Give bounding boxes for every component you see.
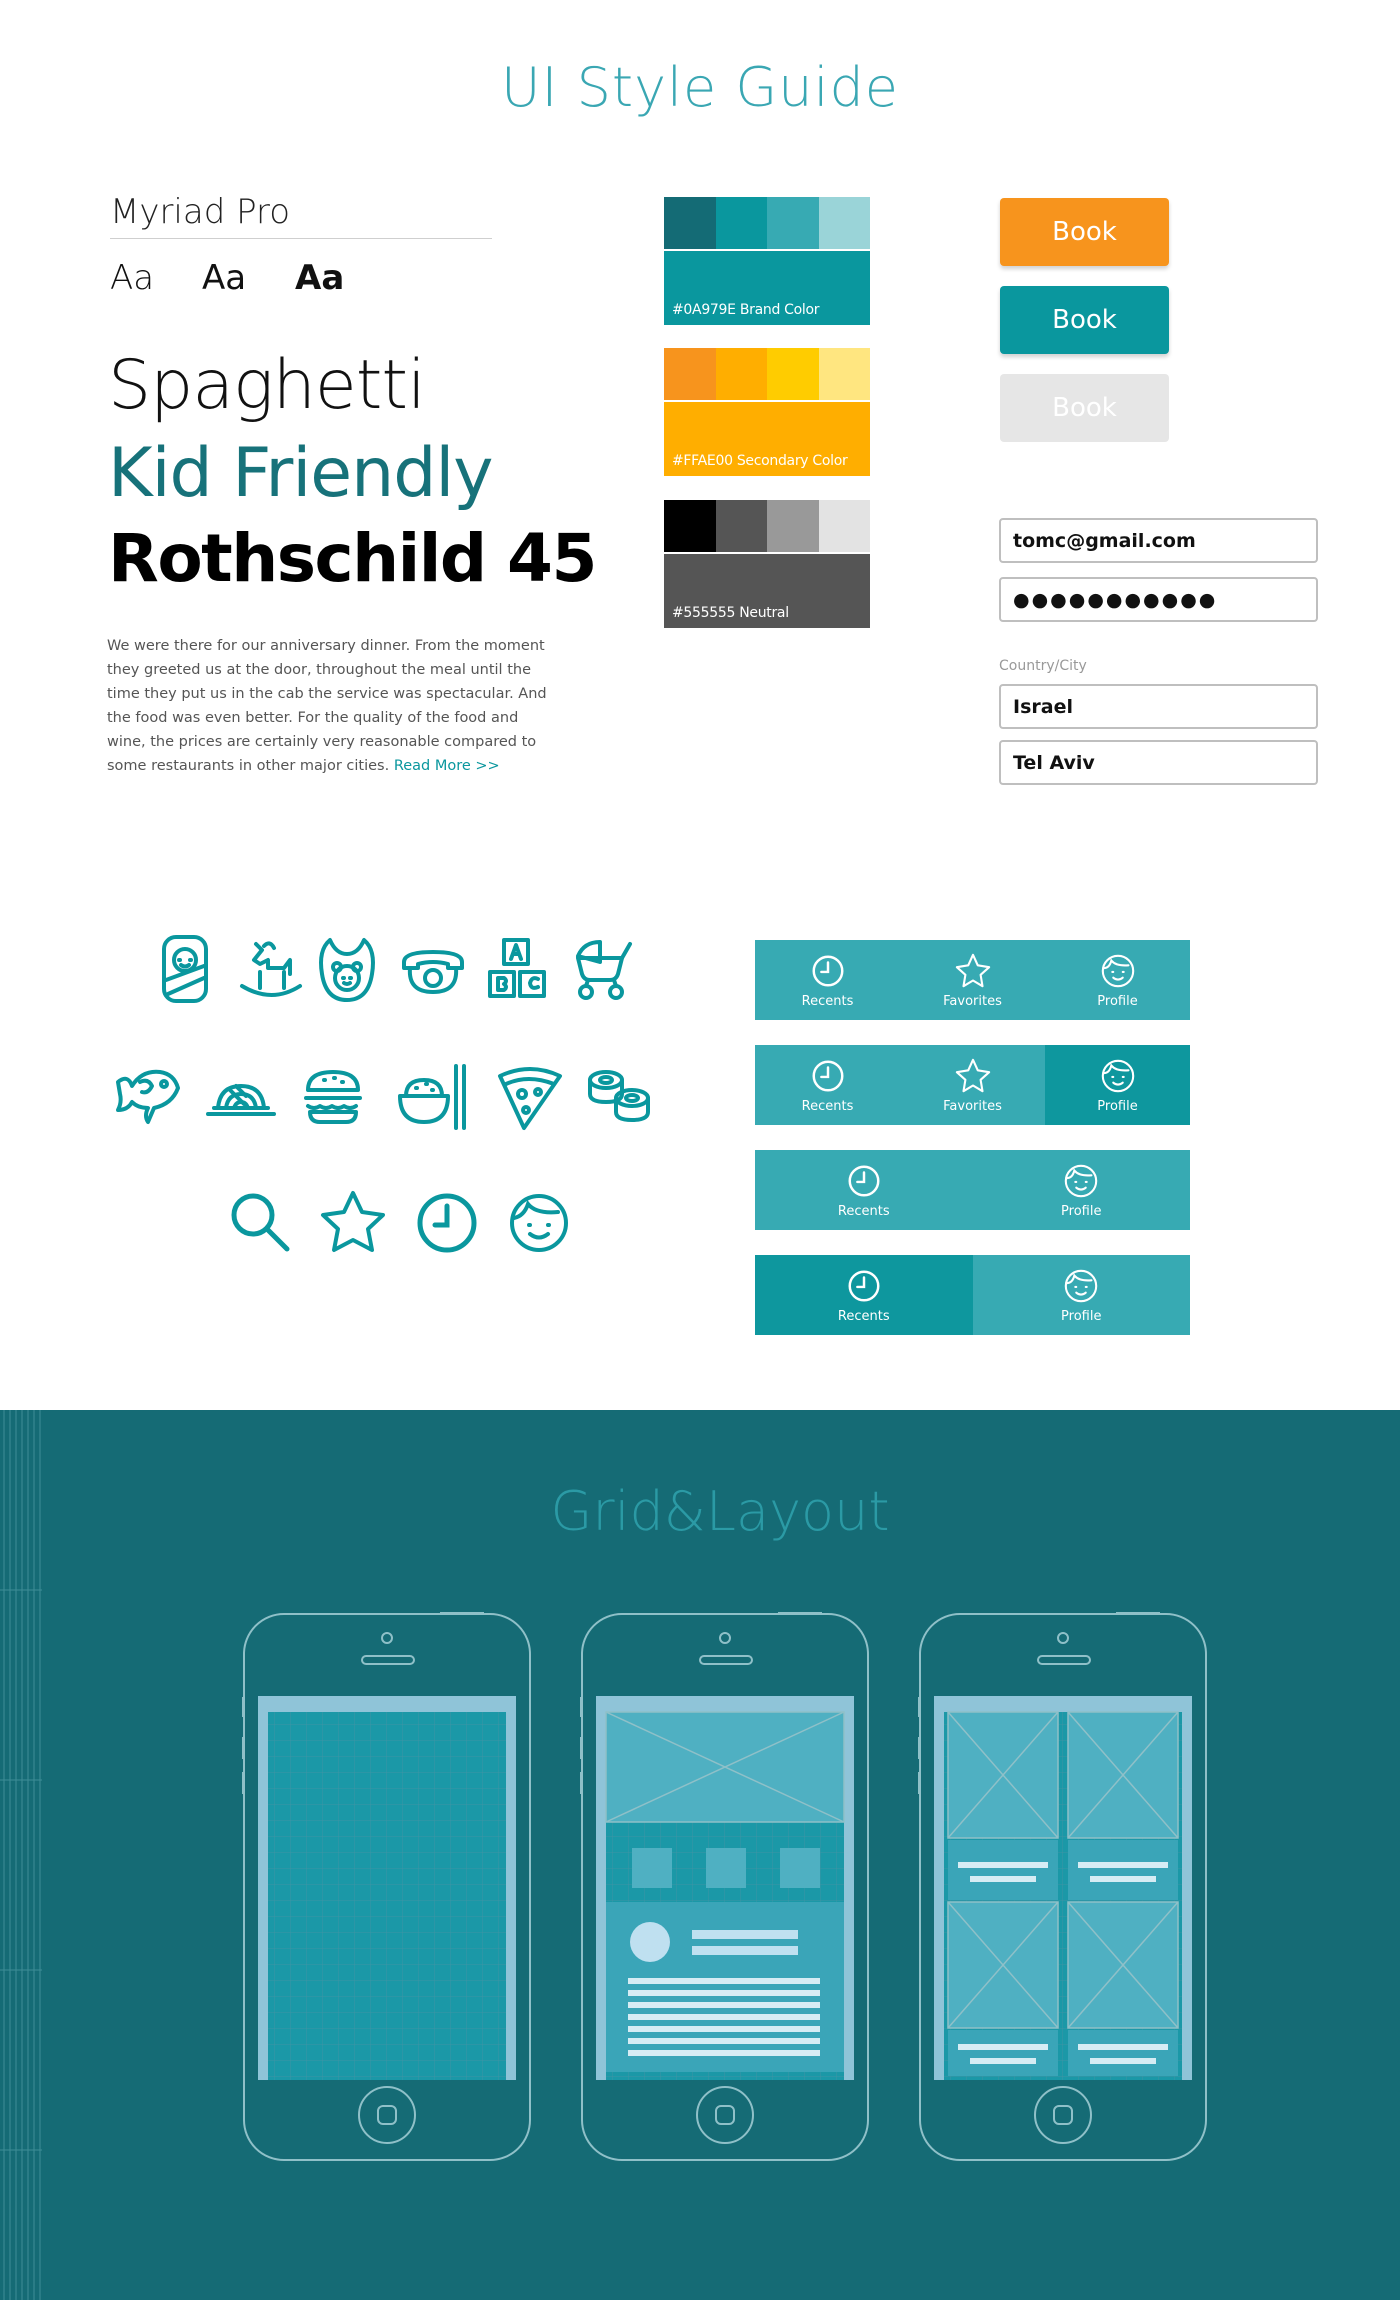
font-sample-bold: Aa xyxy=(295,258,345,298)
neutral-swatch-label: #555555 Neutral xyxy=(672,605,789,621)
city-field[interactable] xyxy=(999,740,1318,785)
tabbar-two-recents-active xyxy=(755,1255,1190,1335)
neutral-swatch xyxy=(664,554,870,628)
tab-recents[interactable] xyxy=(755,1255,973,1335)
tab-recents[interactable] xyxy=(755,940,900,1020)
font-divider xyxy=(110,238,492,239)
sushi-icon xyxy=(584,1062,654,1132)
rocking-horse-icon xyxy=(236,934,306,1004)
clock-icon xyxy=(412,1188,482,1258)
face-icon xyxy=(1099,952,1137,990)
paragraph-text: We were there for our anniversary dinner. From the moment they greeted us at the door, throughout the meal until the time they put us in the cab the service was spectacular. And the food was even better. For the quality of the food and wine, the prices are certainly very reasonable compared to some restaurants in other major cities. xyxy=(107,638,547,774)
neutral-shade xyxy=(767,500,819,552)
burger-icon xyxy=(298,1062,368,1132)
neutral-shade xyxy=(664,500,716,552)
star-icon xyxy=(954,1057,992,1095)
secondary-shade xyxy=(767,348,819,400)
clock-icon xyxy=(845,1162,883,1200)
clock-icon xyxy=(809,952,847,990)
grid-section-title: Grid&Layout xyxy=(550,1480,890,1543)
brand-shade xyxy=(664,197,716,249)
country-city-label: Country/City xyxy=(999,658,1087,674)
brand-swatch-label: #0A979E Brand Color xyxy=(672,302,820,318)
secondary-swatch-label: #FFAE00 Secondary Color xyxy=(672,453,848,469)
face-icon xyxy=(1062,1267,1100,1305)
email-field[interactable] xyxy=(999,518,1318,563)
star-icon xyxy=(954,952,992,990)
tab-label: Profile xyxy=(1097,1098,1138,1114)
phone-mockup-tile-layout xyxy=(918,1612,1208,2162)
spaghetti-icon xyxy=(206,1062,276,1132)
column-guides xyxy=(0,1410,42,2300)
sample-word-light: Spaghetti xyxy=(108,346,425,425)
sample-paragraph xyxy=(107,634,555,778)
tabbar-three-profile-active xyxy=(755,1045,1190,1125)
tab-label: Recents xyxy=(801,1098,854,1114)
bib-icon xyxy=(312,934,382,1004)
face-icon xyxy=(504,1188,574,1258)
tabbar-three-default xyxy=(755,940,1190,1020)
tab-favorites[interactable] xyxy=(900,940,1045,1020)
tab-label: Profile xyxy=(1061,1308,1102,1324)
sample-word-brand: Kid Friendly xyxy=(108,434,493,513)
country-field[interactable] xyxy=(999,684,1318,729)
face-icon xyxy=(1099,1057,1137,1095)
rice-bowl-icon xyxy=(396,1062,466,1132)
brand-shade xyxy=(767,197,819,249)
tab-label: Profile xyxy=(1061,1203,1102,1219)
tab-profile[interactable] xyxy=(973,1255,1191,1335)
neutral-shade xyxy=(716,500,768,552)
tabbar-two-default xyxy=(755,1150,1190,1230)
book-button-disabled[interactable]: Book xyxy=(1000,374,1169,442)
neutral-shade xyxy=(819,500,871,552)
font-name: Myriad Pro xyxy=(110,192,291,232)
secondary-swatch xyxy=(664,402,870,476)
tab-profile[interactable] xyxy=(1045,940,1190,1020)
secondary-shade xyxy=(819,348,871,400)
fish-icon xyxy=(112,1062,182,1132)
password-field[interactable] xyxy=(999,577,1318,622)
book-button-brand-color[interactable]: Book xyxy=(1000,286,1169,354)
search-icon xyxy=(226,1188,296,1258)
neutral-shades xyxy=(664,500,870,552)
phone-toy-icon xyxy=(398,934,468,1004)
clock-icon xyxy=(845,1267,883,1305)
tab-label: Recents xyxy=(837,1203,890,1219)
font-sample-light: Aa xyxy=(110,258,155,298)
tab-label: Recents xyxy=(801,993,854,1009)
baby-icon xyxy=(150,934,220,1004)
tab-favorites[interactable] xyxy=(900,1045,1045,1125)
secondary-shades xyxy=(664,348,870,400)
secondary-shade xyxy=(716,348,768,400)
brand-swatch xyxy=(664,251,870,325)
sample-word-bold: Rothschild 45 xyxy=(108,520,596,597)
abc-blocks-icon xyxy=(482,934,552,1004)
stroller-icon xyxy=(566,934,636,1004)
grid-layout-section xyxy=(0,1410,1400,2300)
page-title: UI Style Guide xyxy=(501,56,899,119)
face-icon xyxy=(1062,1162,1100,1200)
secondary-shade xyxy=(664,348,716,400)
font-sample-regular: Aa xyxy=(202,258,247,298)
brand-shades xyxy=(664,197,870,249)
read-more-link[interactable]: Read More >> xyxy=(393,758,500,774)
tab-label: Profile xyxy=(1097,993,1138,1009)
brand-shade xyxy=(819,197,871,249)
tab-profile[interactable] xyxy=(973,1150,1191,1230)
tab-profile[interactable] xyxy=(1045,1045,1190,1125)
clock-icon xyxy=(809,1057,847,1095)
tab-recents[interactable] xyxy=(755,1045,900,1125)
tab-label: Recents xyxy=(837,1308,890,1324)
star-icon xyxy=(318,1188,388,1258)
book-button-secondary-color[interactable]: Book xyxy=(1000,198,1169,266)
tab-label: Favorites xyxy=(943,1098,1002,1114)
tab-label: Favorites xyxy=(943,993,1002,1009)
phone-mockup-grid xyxy=(242,1612,532,2162)
phone-mockup-list-layout xyxy=(580,1612,870,2162)
brand-shade xyxy=(716,197,768,249)
tab-recents[interactable] xyxy=(755,1150,973,1230)
pizza-icon xyxy=(494,1062,564,1132)
